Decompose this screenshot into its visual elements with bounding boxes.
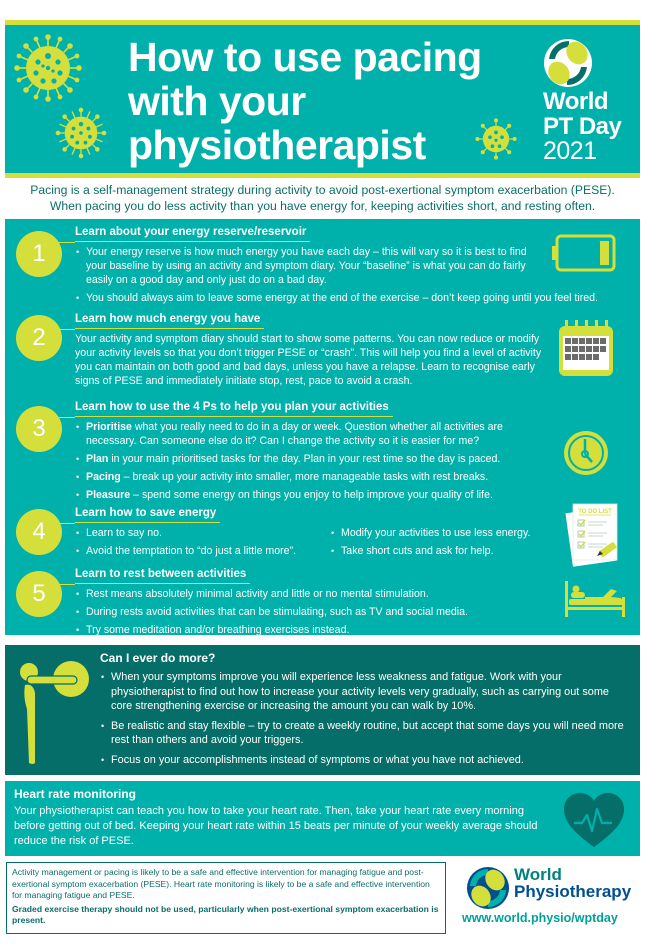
step-number-badge: 4 [16,509,62,555]
title-line-2: with your [128,78,306,124]
wpt-line1: World [543,88,609,115]
wpt-line2: PT Day [543,113,622,140]
list-item: • Take short cuts and ask for help. [330,544,550,558]
world-pt-day-label [543,89,621,164]
step-number-badge: 2 [16,315,62,361]
wp-line1: World [514,865,562,884]
wpt-year: 2021 [543,137,597,165]
list-item [75,452,550,466]
list-item: • Your energy reserve is how much energy you have each day – this will vary so it is best to find your baseline by using an activity and symptom diary. Your “baseline” is what you can do fairly easily on a good day and only just do on a bad day. [75,245,550,287]
bullet-bold: Pleasure [86,489,131,501]
step-bullets-left [75,526,335,562]
bullet-bold: Plan [86,453,109,465]
intro-line-2: When pacing you do less activity than you have energy for, keeping activities short, and resting often. [49,199,596,213]
header-banner [5,20,640,178]
list-item [75,470,550,484]
person-pushing-icon [19,653,89,767]
step-paragraph: Your activity and symptom diary should start to show some patterns. You can now reduce or modify your activity levels so that you don’t trigger PESE or “crash”. This will help you find a level of activity you can maintain on both good and bad days, unless you have a relapse. Learn to recognise early signs of PESE and immediately initiate stop, rest, pace to avoid a crash. [75,333,542,387]
heart-rate-section [5,781,640,856]
title-line-1: How to use pacing [128,34,482,80]
world-physiotherapy-logo-icon [466,866,510,910]
step-number-badge: 1 [16,231,62,277]
list-item: • Avoid the temptation to “do just a little more”. [75,544,335,558]
step-bullets [75,420,550,506]
step-bullets [75,245,598,309]
bullet-bold: Prioritise [86,421,132,433]
virus-icon [55,107,107,159]
steps-panel [5,219,640,635]
wp-line2: Physiotherapy [514,882,632,901]
heart-rate-text: Your physiotherapist can teach you how to take your heart rate. Then, take your heart rate every morning before getting out of bed. Keeping your heart rate within 15 beats per minute of your weekly average should reduce the risk of PESE. [14,805,538,847]
world-physiotherapy-name [514,866,631,900]
list-item: • Try some meditation and/or breathing exercises instead. [75,623,555,637]
intro-line-1: Pacing is a self-management strategy during activity to avoid post-exertional symptom exacerbation (PESE). [30,183,615,197]
step-number-badge: 3 [16,406,62,452]
step-title: Learn about your energy reserve/reservoir [75,226,310,242]
list-item: • Rest means absolutely minimal activity and little or no mental stimulation. [75,587,555,601]
list-item: • When your symptoms improve you will experience less weakness and fatigue. Work with your physiotherapist to find out how to increase your activity levels very gradually, such as carrying out some core strengthening exercise or increasing the amount you can walk by 10%. [100,670,630,714]
list-item [75,420,550,448]
list-item: • Learn to say no. [75,526,335,540]
virus-icon [13,33,83,103]
calendar-icon [557,318,615,378]
intro-text [0,182,645,214]
website-link[interactable]: www.world.physio/wptday [462,911,618,925]
step-bullets [75,587,555,641]
bullet-text: – break up your activity into smaller, more manageable tasks with rest breaks. [120,471,489,483]
bullet-text: – spend some energy on things you enjoy to help improve your quality of life. [130,489,493,501]
todo-label: TO DO LIST [578,509,612,515]
battery-low-icon [551,233,617,273]
step-title: Learn how to use the 4 Ps to help you plan your activities [75,401,393,417]
step-title: Learn how to save energy [75,507,220,523]
list-item: • You should always aim to leave some energy at the end of the exercise – don’t keep going until you feel tired. [75,291,635,305]
list-item: • Modify your activities to use less energy. [330,526,550,540]
heart-rate-title: Heart rate monitoring [14,787,137,801]
world-pt-day-logo-icon [543,37,593,89]
list-item: • Be realistic and stay flexible – try to create a weekly routine, but accept that some days you will need more rest than others and avoid your triggers. [100,719,630,748]
list-item: • During rests avoid activities that can be stimulating, such as TV and social media. [75,605,555,619]
list-item: • Focus on your accomplishments instead of symptoms or what you have not achieved. [100,753,630,768]
evidence-note [6,862,446,934]
bullet-bold: Pacing [86,471,121,483]
bed-rest-icon [563,579,627,619]
step-title: Learn to rest between activities [75,568,250,584]
list-item [75,488,550,502]
title-line-3: physiotherapist [128,122,426,168]
step-title: Learn how much energy you have [75,313,264,329]
note-text: Activity management or pacing is likely to be a safe and effective intervention for managing fatigue and post-exertional symptom exacerbation (PESE). Heart rate monitoring is likely to be a safe and effective intervention for managing fatigue and PESE. [12,867,430,900]
heart-pulse-icon [562,791,626,849]
do-more-title: Can I ever do more? [100,651,216,665]
page-title [128,35,528,167]
note-warning: Graded exercise therapy should not be used, particularly when post-exertional symptom exacerbation is present. [12,903,439,925]
bullet-text: in your main prioritised tasks for the day. Plan in your rest time so the day is paced. [108,453,501,465]
clock-icon [562,429,610,477]
do-more-section [5,645,640,775]
do-more-bullets [100,670,630,772]
step-bullets-right [330,526,550,562]
todo-list-icon [565,500,625,570]
bullet-text: what you really need to do in a day or week. Question whether all activities are necessary. Can someone else do it? Can I change the activity so it is easier for me? [86,421,503,447]
step-number-badge: 5 [16,571,62,617]
